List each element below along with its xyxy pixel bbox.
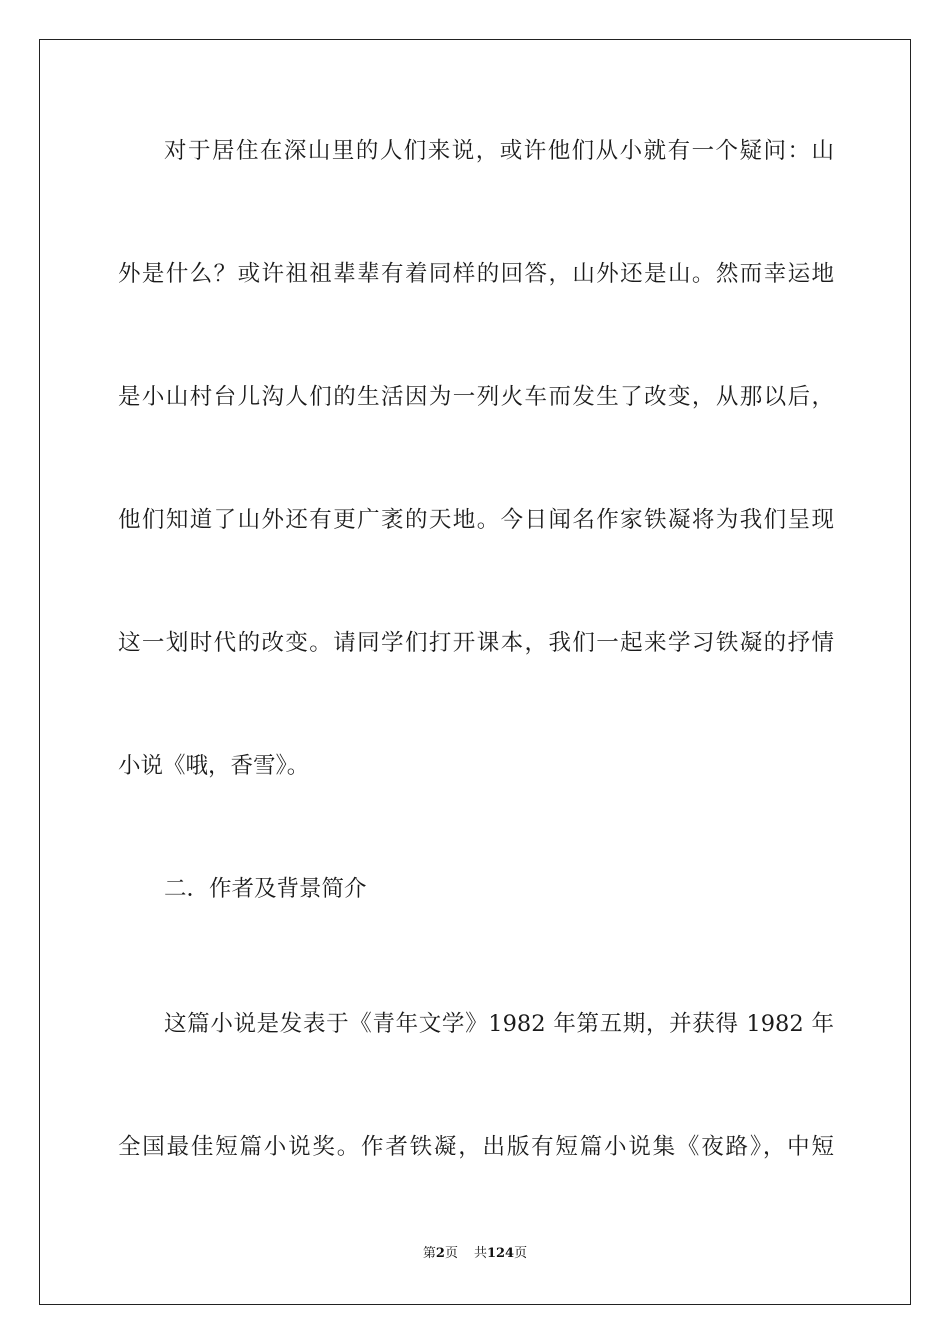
total-pages: 124 (486, 1246, 515, 1261)
page-number: 2 (435, 1246, 445, 1261)
paragraph-2-line-2: 全国最佳短篇小说奖。作者铁凝，出版有短篇小说集《夜路》，中短 (118, 1134, 834, 1160)
paragraph-1-line-4: 他们知道了山外还有更广袤的天地。今日闻名作家铁凝将为我们呈现 (118, 507, 834, 533)
paragraph-1-line-1: 对于居住在深山里的人们来说，或许他们从小就有一个疑问：山 (164, 138, 834, 164)
page-suffix: 页 (444, 1246, 458, 1261)
total-prefix: 共 (473, 1246, 487, 1261)
paragraph-2-line-1: 这篇小说是发表于《青年文学》1982 年第五期，并获得 1982 年 (164, 1011, 834, 1037)
page-prefix: 第 (422, 1246, 436, 1261)
paragraph-1-line-5: 这一划时代的改变。请同学们打开课本，我们一起来学习铁凝的抒情 (118, 630, 834, 656)
paragraph-1-line-6: 小说《哦，香雪》。 (118, 753, 310, 779)
page-footer (0, 1244, 950, 1264)
total-suffix: 页 (514, 1246, 528, 1261)
paragraph-1-line-2: 外是什么？或许祖祖辈辈有着同样的回答，山外还是山。然而幸运地 (118, 261, 834, 287)
page-border (39, 39, 911, 1305)
paragraph-1-line-3: 是小山村台儿沟人们的生活因为一列火车而发生了改变，从那以后， (118, 384, 834, 410)
section-heading: 二．作者及背景简介 (164, 876, 367, 902)
